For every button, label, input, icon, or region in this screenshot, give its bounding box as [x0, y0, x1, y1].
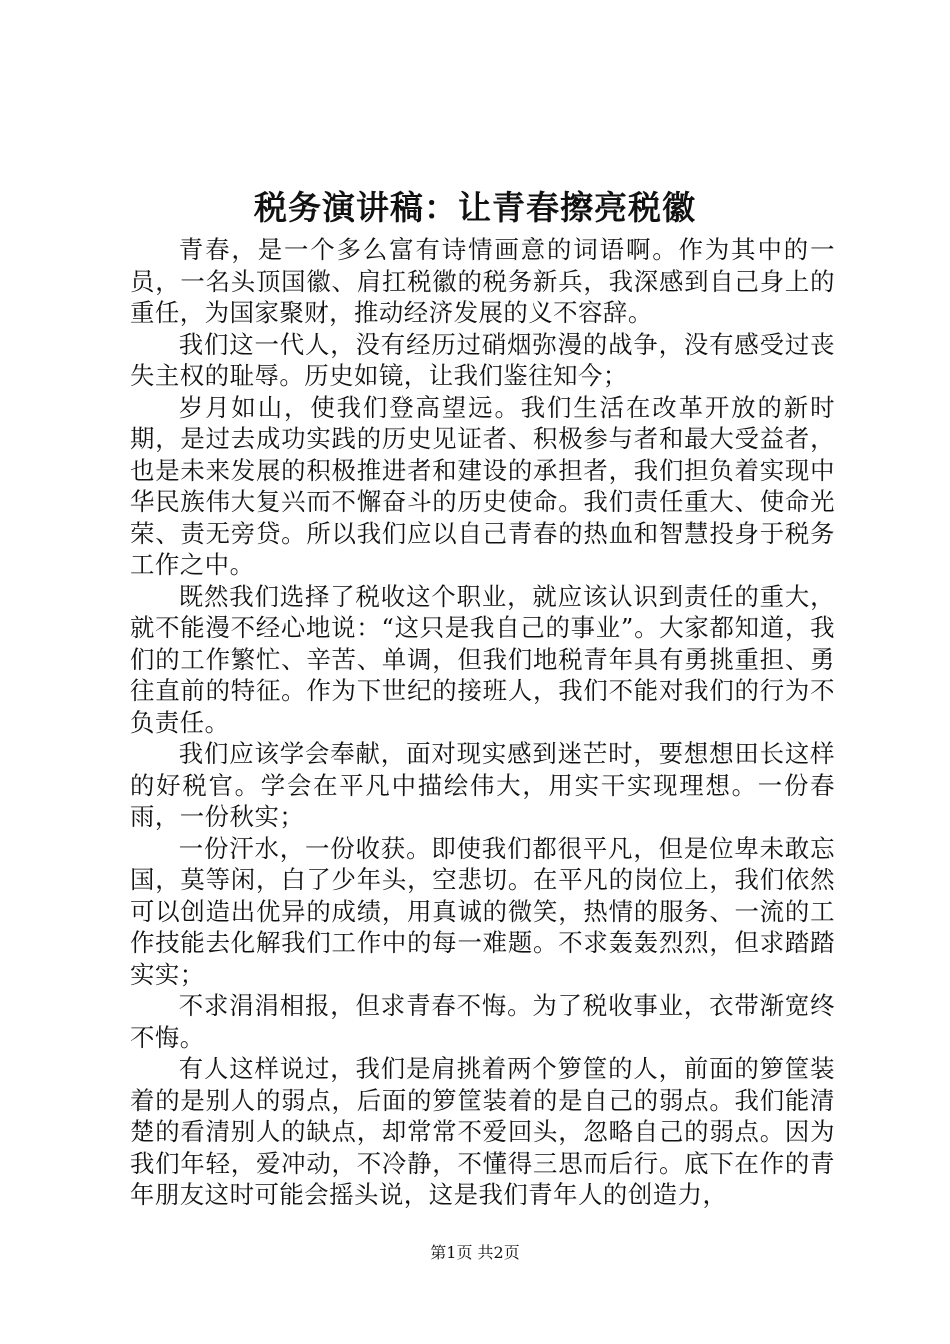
paragraph: 岁月如山，使我们登高望远。我们生活在改革开放的新时期，是过去成功实践的历史见证者、积极参与者和最大受益者，也是未来发展的积极推进者和建设的承担者，我们担负着实现中华民族伟大复兴而不懈奋斗的历史使命。我们责任重大、使命光荣、责无旁贷。所以我们应以自己青春的热血和智慧投身于税务工作之中。 [130, 392, 835, 579]
paragraph: 青春，是一个多么富有诗情画意的词语啊。作为其中的一员，一名头顶国徽、肩扛税徽的税务新兵，我深感到自己身上的重任，为国家聚财，推动经济发展的义不容辞。 [130, 235, 835, 327]
paragraph: 我们这一代人，没有经历过硝烟弥漫的战争，没有感受过丧失主权的耻辱。历史如镜，让我们鉴往知今； [130, 329, 835, 390]
page-number-footer: 第1页 共2页 [430, 1243, 520, 1262]
paragraph: 不求涓涓相报，但求青春不悔。为了税收事业，衣带渐宽终不悔。 [130, 991, 835, 1052]
document-title: 税务演讲稿：让青春擦亮税徽 [254, 188, 696, 227]
document-body [130, 234, 835, 1211]
paragraph: 我们应该学会奉献，面对现实感到迷芒时，要想想田长这样的好税官。学会在平凡中描绘伟大，用实干实现理想。一份春雨，一份秋实； [130, 739, 835, 831]
paragraph: 一份汗水，一份收获。即使我们都很平凡，但是位卑未敢忘国，莫等闲，白了少年头，空悲切。在平凡的岗位上，我们依然可以创造出优异的成绩，用真诚的微笑，热情的服务、一流的工作技能去化解我们工作中的每一难题。不求轰轰烈烈，但求踏踏实实； [130, 833, 835, 989]
paragraph: 有人这样说过，我们是肩挑着两个箩筐的人，前面的箩筐装着的是别人的弱点，后面的箩筐装着的是自己的弱点。我们能清楚的看清别人的缺点，却常常不爱回头，忽略自己的弱点。因为我们年轻，爱冲动，不冷静，不懂得三思而后行。底下在作的青年朋友这时可能会摇头说，这是我们青年人的创造力， [130, 1054, 835, 1209]
paragraph: 既然我们选择了税收这个职业，就应该认识到责任的重大，就不能漫不经心地说：“这只是我自己的事业”。大家都知道，我们的工作繁忙、辛苦、单调，但我们地税青年具有勇挑重担、勇往直前的特征。作为下世纪的接班人，我们不能对我们的行为不负责任。 [130, 581, 835, 737]
